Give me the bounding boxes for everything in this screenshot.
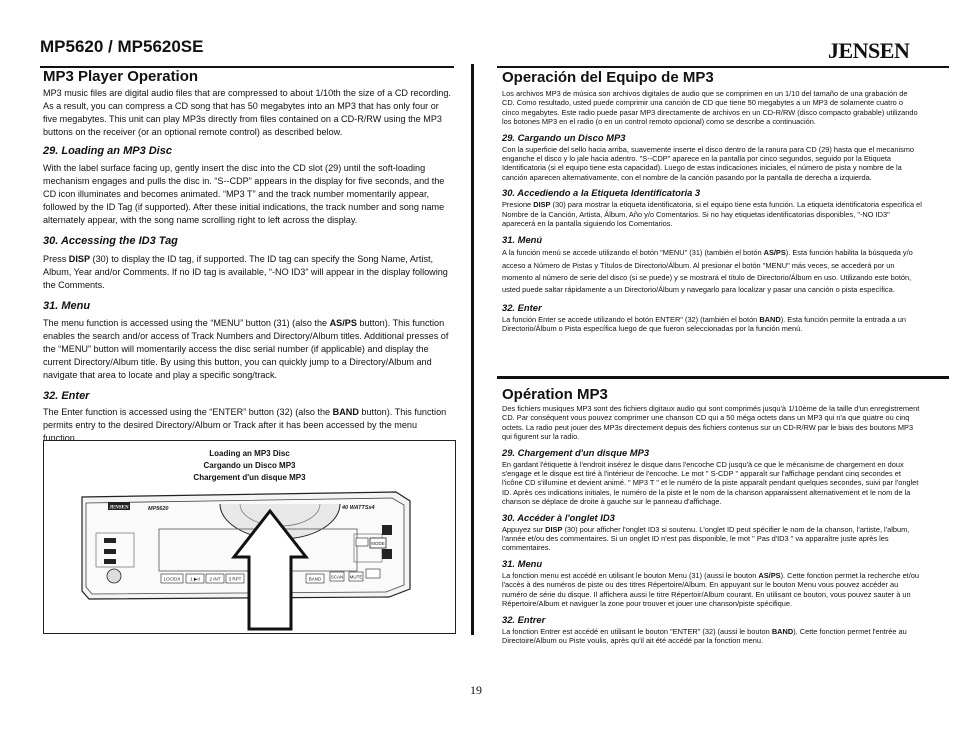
spanish-s29-text: Con la superficie del sello hacia arriba, suavemente inserte el disco dentro de la ranura para CD (29) hasta que el mecanismo enganche el disco y lo jale hacia adentro. "S--CDP" aparece en la pantalla por cinco segundos, seguido por la Etiqueta Identificatoria (si el equipo tiene esta capacidad). Luego de estas indicaciones iniciales, el número de pista y nombre de la canción aparecen alternativamente, con el nombre de la canción pasando por la pantalla de derecha a izquierda. — [502, 144, 915, 182]
spanish-section — [502, 69, 922, 333]
english-s32-title: 32. Enter — [43, 390, 90, 402]
spanish-s30-title: 30. Accediendo a la Etiqueta Identificatoria 3 — [502, 187, 701, 199]
divider-french — [497, 376, 949, 379]
french-s30-text: Appuyez sur DISP (30) pour afficher l'onglet ID3 si soutenu. L'onglet ID peut spécifier le nom de la chanson, l'artiste, l'album, l'année et/ou des commentaires. Si un onglet ID n'est pas disponible, le mot " Pas d'ID3 " va apparaître juste après les commentaires. — [502, 524, 910, 553]
spanish-s32-text: La función Enter se accede utilizando el botón ENTER" (32) (también el botón BAND). Esta función permite la entrada a un Directorio/Álbum o Pista específica luego de que fueron seleccionadas por la función menú. — [502, 314, 907, 334]
column-divider — [471, 64, 474, 635]
french-s32-title: 32. Entrer — [502, 613, 546, 625]
car-stereo-illustration — [44, 441, 455, 633]
device-btn-mute: MUTE — [349, 574, 363, 580]
device-brand-text: JENSEN — [109, 505, 129, 511]
device-btn-locdx: LOC/DX — [163, 576, 181, 582]
device-btn-3: 3 RPT — [228, 576, 242, 582]
spanish-title: Operación del Equipo de MP3 — [502, 69, 714, 86]
device-btn-band: BAND — [308, 576, 322, 582]
figure-caption-es: Cargando un Disco MP3 — [203, 461, 296, 470]
english-s31-text: The menu function is accessed using the “MENU” button (31) (also the AS/PS button). This function enables the search and/or access of Track Numbers and Directory/Album titles. Additional presses of the “MENU” button will momentarily access the disc serial number (if applicable) and display the current Directory/Album title. By using this button, you can quickly jump to a Directory/Album and navigate that area to locate and play a specific song/track. — [43, 318, 449, 380]
english-s30-title: 30. Accessing the ID3 Tag — [43, 235, 178, 247]
english-s29-title: 29. Loading an MP3 Disc — [43, 145, 172, 157]
english-intro: MP3 music files are digital audio files that are compressed to about 1/10th the size of a CD recording. As a result, you can compress a CD song that has 50 megabytes into an MP3 that has only four or five megabytes. This unit can play MP3s directly from files contained on a CD-R/RW using the MP3 buttons on the receiver (or an optional remote control) as described below. — [43, 88, 451, 137]
device-btn-1: 1 ▶II — [190, 576, 200, 582]
french-s32-text: La fonction Entrer est accédé en utilisant le bouton "ENTER" (32) (aussi le bouton BAND). Cette fonction permet l'entrée au Directoire/Album ou Piste voulis, après qu'il ait été accédé par la fonction menu. — [502, 626, 907, 645]
spanish-s32-title: 32. Enter — [502, 301, 542, 313]
page-model-title: MP5620 / MP5620SE — [40, 37, 204, 56]
french-s31-title: 31. Menu — [502, 557, 543, 569]
device-btn-2: 2 INT — [209, 576, 221, 582]
french-s31-text: La fonction menu est accédé en utilisant le bouton Menu (31) (aussi le bouton AS/PS). Cette fonction permet la recherche et/ou l'accès à des numéros de piste ou des titres Répertoire/Album. En appuyant sur le bouton Menu vous pouvez accéder au numéro de série du disque. Il affichera aussi le titre Répertoir/Album courant. En utilisant ce bouton, vous pouvez sauter à un Répertoire/Album et naviguer la zone pour trouver et jouer une chanson/piste spécifique. — [502, 570, 920, 609]
english-s29-text: With the label surface facing up, gently insert the disc into the CD slot (29) until the soft-loading mechanism engages and pulls the disc in. “S--CDP” appears in the display for five seconds, and the CD icon illuminates and becomes animated. “MP3 T” and the track number momentarily appear, followed by the ID Tag (if supported). After these initial indications, the track number and song name alternately appear, with the song name scrolling right to left across the display. — [43, 163, 445, 225]
figure-box — [43, 440, 456, 634]
french-section — [502, 386, 922, 645]
english-s30-text: Press DISP (30) to display the ID tag, if supported. The ID tag can specify the Song Name, Artist, Album, Year and/or Comments. If no ID tag is available, “-NO ID3” will appear in the display following the Comments. — [43, 254, 448, 290]
english-s31-title: 31. Menu — [43, 300, 91, 312]
french-s29-text: En gardant l'étiquette à l'endroit insérez le disque dans l'encoche CD jusqu'à ce que le mécanisme de chargement en doux s'engage et le disque est tiré à l'intérieur de l'encoche. Le mot " S-CDP " apparaît sur l'affichage pendant cinq secondes et l'icône CD s'illumine et devient animé. " MP3 T " et le numéro de la piste apparaît pendant quelques secondes, suivi par l'onglet ID. Après ces indications initiales, le numéro de la piste et le nom de la chanson apparaissent alternativement et le nom de la chanson se déplace de droite à gauche sur le panneau d'affichage. — [502, 459, 919, 507]
figure-caption-fr: Chargement d'un disque MP3 — [193, 473, 306, 482]
spanish-s31-title: 31. Menú — [502, 234, 543, 246]
english-s32-text: The Enter function is accessed using the “ENTER” button (32) (also the BAND button). This function permits entry to the desired Directory/Album or Track after it has been accessed by the menu function. — [43, 407, 447, 443]
french-title: Opération MP3 — [502, 386, 608, 403]
english-section — [43, 68, 453, 445]
device-btn-scan: SCAN — [330, 574, 344, 580]
spanish-intro: Los archivos MP3 de música son archivos digitales de audio que se comprimen en un 1/10 del tamaño de una grabación de CD. Como resultado, usted puede comprimir una canción de CD que tiene 50 megabytes a un MP3 de solamente cuatro o cinco megabytes. Este radio puede pasar MP3 directamente de archivos en un CD-R/RW (disco compacto grabable) utilizando los botones MP3 en el radio (o en un control remoto opcional) como se describe a continuación. — [502, 89, 918, 127]
french-s30-title: 30. Accéder à l'onglet ID3 — [502, 511, 615, 523]
figure-caption-en: Loading an MP3 Disc — [209, 449, 290, 458]
english-title: MP3 Player Operation — [43, 68, 199, 85]
brand-logo: JENSEN — [828, 38, 910, 63]
page-number: 19 — [470, 683, 482, 697]
spanish-s30-text: Presione DISP (30) para mostrar la etiqueta identificatoria, si el equipo tiene esta función. La etiqueta identificatoria especifica el Nombre de la Canción, Artista, Álbum, Año y/o Comentarios. Si no hay etiquetas identificatorias disponibles, "-NO ID3" aparecerá en la pantalla siguiendo los Comentarios. — [502, 200, 922, 229]
spanish-s31-text: A la función menú se accede utilizando el botón "MENU" (31) (también el botón AS/PS). Esta función habilita la búsqueda y/o acceso a Número de Pistas y Títulos de Directorio/Álbum. Al presionar el botón "MENU" más veces, se accederá por un momento al número de serie del disco (si se puede) y se mostrará el título de Directorio/Álbum en uso. Utilizando este botón, usted puede saltar rápidamente a un Directorio/Álbum y navegarlo para localizar y pasar una canción o pista específica. — [502, 248, 913, 295]
device-btn-mode: MODE — [371, 541, 385, 546]
french-s29-title: 29. Chargement d'un disque MP3 — [502, 446, 650, 458]
device-model-text: MP5620 — [148, 506, 169, 512]
french-intro: Des fichiers musiques MP3 sont des fichiers digitaux audio qui sont comprimés jusqu'à 1/10ème de la taille d'un enregistrement CD. Par conséquent vous pouvez comprimer une chanson CD qui a 50 méga octets dans un MP3 qui n'a que quatre ou cinq octets. La radio peut jouer des MP3s directement depuis des fichiers contenus sur un CD-R/RW par le biais des boutons MP3 qui figurent sur la radio. — [502, 404, 920, 442]
device-watts-text: 40 WATTSx4 — [342, 505, 375, 511]
spanish-s29-title: 29. Cargando un Disco MP3 — [502, 131, 626, 143]
divider-right — [497, 66, 949, 68]
